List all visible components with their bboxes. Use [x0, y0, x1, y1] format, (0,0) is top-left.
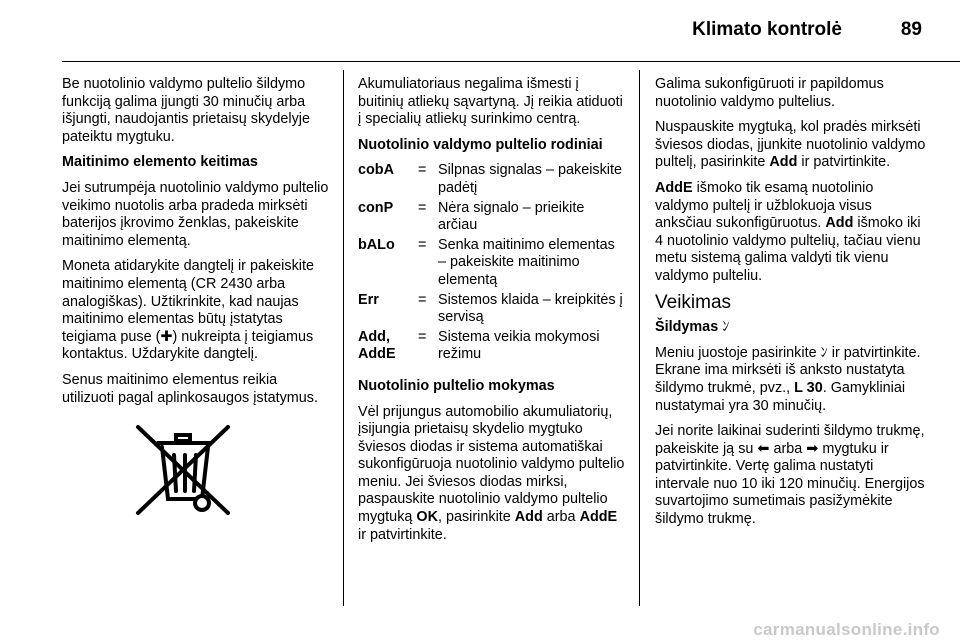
display-description: Senka maitinimo elementas – pakeiskite maitinimo elementą	[438, 236, 615, 288]
paragraph: Galima sukonfigūruoti ir papildomus nuotolinio valdymo pultelius.	[655, 76, 884, 110]
text-fragment: Jei norite laikinai suderinti šildymo trukmę, pakeiskite ją su	[655, 423, 925, 457]
heating-icon: ﾝ	[722, 319, 730, 336]
subheading-heating-label: Šildymas	[655, 319, 719, 336]
paragraph: Akumuliatoriaus negalima išmesti į buitinių atliekų sąvartyną. Jį reikia atiduoti į specialių atliekų surinkimo centrą.	[358, 76, 623, 128]
text-fragment: išmoko tik esamą nuotolinio valdymo pultelį ir užblokuoja visus anksčiau sukonfigūruotus.	[655, 179, 874, 232]
text-fragment: , pasirinkite	[437, 509, 515, 526]
display-description: Nėra signalo – prieikite arčiau	[438, 199, 585, 234]
table-row	[358, 162, 626, 199]
adde-label: AddE	[579, 509, 618, 526]
text-fragment: ir patvirtinkite.	[358, 526, 447, 543]
paragraph	[655, 345, 927, 415]
text-fragment: ir patvirtinkite. Ekrane ima mirksėti iš anksto nustatyta šildymo trukmė, pvz.,	[655, 344, 921, 396]
display-code: conP	[358, 199, 394, 216]
crossed-out-wheelie-bin-icon	[130, 421, 236, 519]
equals-sign: =	[418, 199, 427, 216]
display-description: Silpnas signalas – pakeiskite padėtį	[438, 162, 622, 196]
text-fragment: . Gamykliniai nustatymai yra 30 minučių.	[655, 379, 906, 414]
header-rule	[62, 61, 960, 62]
paragraph: Be nuotolinio valdymo pultelio šildymo funkciją galima įjungti 30 minučių arba išjungti, naudojantis prietaisų skydelyje pateiktu mygtuku.	[62, 76, 310, 145]
text-fragment: mygtuku ir patvirtinkite. Vertę galima nustatyti intervale nuo 10 iki 120 minučių. Energijos suvartojimo sumetimais pasižymėkite šildymo trukmę.	[655, 440, 925, 528]
add-label: Add	[825, 215, 854, 232]
display-code: cobA	[358, 162, 394, 179]
text-fragment: Meniu juostoje pasirinkite	[655, 344, 821, 361]
paragraph: Jei sutrumpėja nuotolinio valdymo pultelio veikimo nuotolis arba pradeda mirksėti baterijos įkrovimo ženklas, pakeiskite maitinimo elementą.	[62, 179, 329, 249]
adde-label: AddE	[655, 179, 693, 196]
column-2	[358, 76, 626, 552]
heating-icon: ﾝ	[820, 344, 828, 361]
paragraph	[655, 119, 927, 172]
page-header	[0, 0, 960, 62]
table-row	[358, 292, 626, 329]
text-fragment: ir patvirtinkite.	[797, 154, 891, 171]
equals-sign: =	[418, 236, 427, 253]
equals-sign: =	[418, 328, 427, 345]
column-divider-2	[639, 70, 640, 606]
subheading-remote-displays: Nuotolinio valdymo pultelio rodiniai	[358, 136, 603, 153]
text-fragment: Moneta atidarykite dangtelį ir pakeiskite maitinimo elementą (CR 2430 arba analogiškas). Užtikrinkite, kad naujas maitinimo elementas būtų įstatytas teigiama puse (	[62, 258, 314, 345]
ok-label: OK	[416, 509, 438, 526]
equals-sign: =	[418, 291, 427, 308]
subheading-battery-replacement: Maitinimo elemento keitimas	[62, 154, 258, 171]
text-fragment: Nuspauskite mygtuką, kol pradės mirksėti šviesos diodas, įjunkite nuotolinio valdymo pultelį, pasirinkite	[655, 119, 926, 171]
arrow-left-icon: ⬅	[757, 440, 770, 457]
plus-icon: ✚	[160, 328, 173, 345]
equals-sign: =	[418, 162, 427, 179]
subheading-remote-learning: Nuotolinio pultelio mokymas	[358, 377, 555, 394]
paragraph	[358, 404, 626, 545]
page-title: Klimato kontrolė	[692, 19, 842, 40]
table-row	[358, 329, 626, 366]
page-number: 89	[900, 19, 922, 40]
paragraph	[62, 258, 332, 364]
paragraph	[655, 423, 927, 529]
add-label: Add	[514, 509, 543, 526]
paragraph	[655, 180, 927, 286]
add-label: Add	[769, 154, 798, 171]
l30-label: L 30	[794, 379, 823, 396]
column-3	[655, 76, 927, 537]
remote-display-codes-table	[358, 162, 626, 366]
text-fragment: išmoko iki 4 nuotolinio valdymo pultelių, tačiau vienu metu sistemą galima valdyti tik vienu valdymo pulteliu.	[655, 215, 921, 284]
display-code: Add, AddE	[358, 328, 396, 363]
text-fragment: arba	[769, 440, 807, 457]
text-fragment: ) nukreipta į teigiamus kontaktus. Uždarykite dangtelį.	[62, 328, 314, 363]
arrow-right-icon: ➡	[806, 440, 819, 457]
text-fragment: arba	[542, 509, 580, 526]
watermark: carmanualsonline.info	[753, 620, 940, 639]
column-1	[62, 76, 332, 519]
table-row	[358, 200, 626, 237]
column-divider-1	[343, 70, 344, 606]
subheading-heating	[655, 319, 927, 337]
display-description: Sistemos klaida – kreipkitės į servisą	[438, 291, 623, 326]
display-code: Err	[358, 291, 379, 308]
display-description: Sistema veikia mokymosi režimu	[438, 328, 600, 363]
table-row	[358, 237, 626, 292]
section-heading-operation: Veikimas	[655, 291, 732, 313]
display-code: bALo	[358, 236, 395, 253]
text-fragment: Vėl prijungus automobilio akumuliatorių, įsijungia prietaisų skydelio mygtuko šviesos diodas ir sistema automatiškai sukonfigūruoja nuotolinio valdymo pultelio meniu. Jei šviesos diodas mirksi, paspauskite nuotolinio valdymo pultelio mygtuką	[358, 403, 625, 526]
paragraph: Senus maitinimo elementus reikia utilizuoti pagal aplinkosaugos įstatymus.	[62, 371, 318, 406]
